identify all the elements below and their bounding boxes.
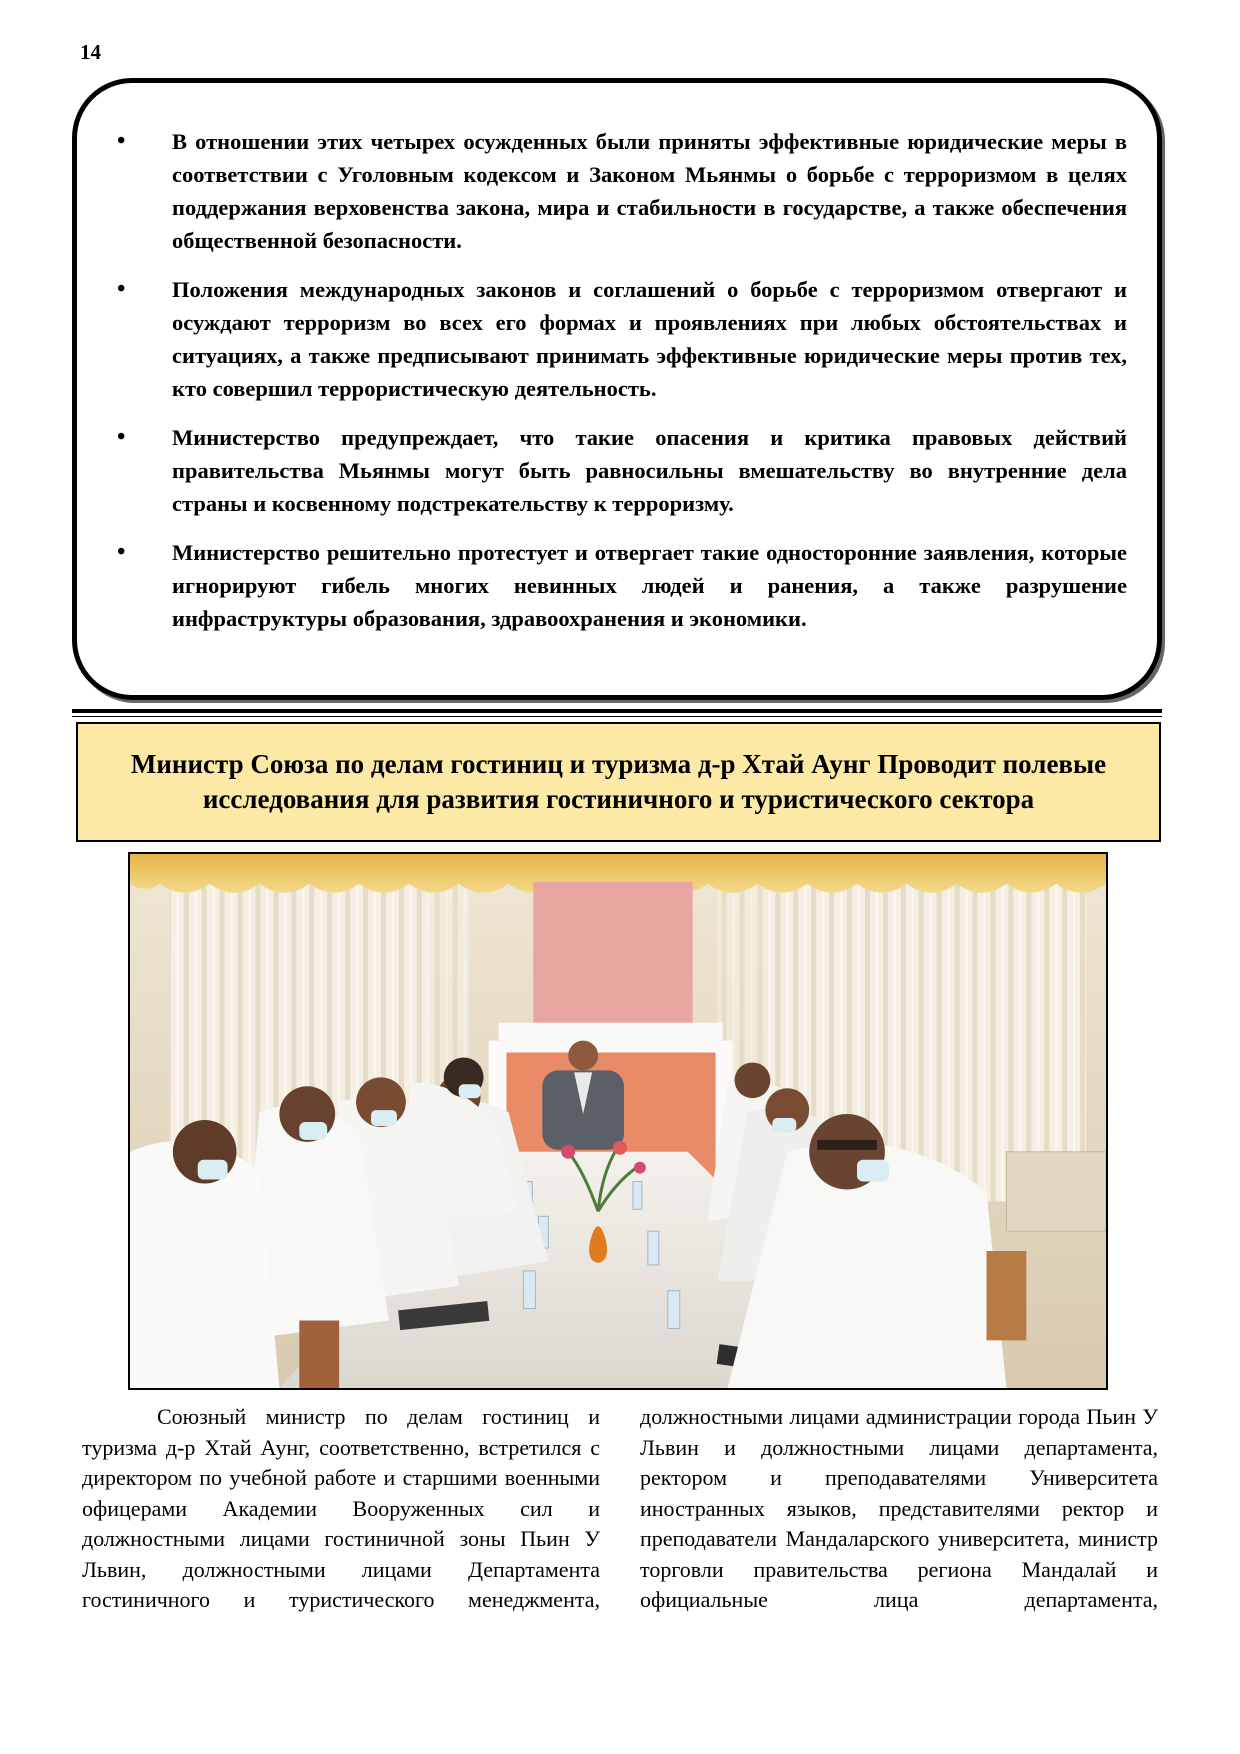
article-column-right: должностными лицами администрации города Пьин У Львин и должностными лицами департамента, ректором и преподавателями Университета иностранных языков, представителями ректор и преподаватели Мандаларского университета, министр торговли правительства региона Мандалай и официальные лица департамента, — [640, 1404, 1158, 1612]
bullet-item: • Положения международных законов и соглашений о борьбе с терроризмом отвергают и осуждают терроризм во всех его формах и проявлениях при любых обстоятельствах и ситуациях, а также предписывают принимать эффективные юридические меры против тех, кто совершил террористическую деятельность. — [107, 273, 1127, 405]
bullet-item: • В отношении этих четырех осужденных были приняты эффективные юридические меры в соответствии с Уголовным кодексом и Законом Мьянмы о борьбе с терроризмом в целях поддержания верховенства закона, мира и стабильности в государстве, а также обеспечения общественной безопасности. — [107, 125, 1127, 257]
page-number: 14 — [80, 40, 101, 64]
meeting-photo — [128, 852, 1108, 1390]
bullet-item: • Министерство решительно протестует и отвергает такие односторонние заявления, которые игнорируют гибель многих невинных людей и ранения, а также разрушение инфраструктуры образования, здравоохранения и экономики. — [107, 536, 1127, 635]
article-column-left: Союзный министр по делам гостиниц и туризма д-р Хтай Аунг, соответственно, встретился с директором по учебной работе и старшими военными офицерами Академии Вооруженных сил и должностными лицами гостиничной зоны Пьин У Львин, должностными лицами Департамента гостиничного и туристического менеджмента, — [82, 1404, 600, 1612]
section-divider-thin — [72, 716, 1162, 717]
meeting-photo-illustration — [130, 854, 1106, 1388]
bullet-item: • Министерство предупреждает, что такие опасения и критика правовых действий правительства Мьянмы могут быть равносильны вмешательству во внутренние дела страны и косвенному подстрекательству к терроризму. — [107, 421, 1127, 520]
bullet-list — [107, 125, 1127, 651]
statement-box — [72, 78, 1162, 700]
article-headline: Министр Союза по делам гостиниц и туризма д-р Хтай Аунг Проводит полевые исследования для развития гостиничного и туристического сектора — [76, 722, 1161, 842]
section-divider — [72, 709, 1162, 713]
